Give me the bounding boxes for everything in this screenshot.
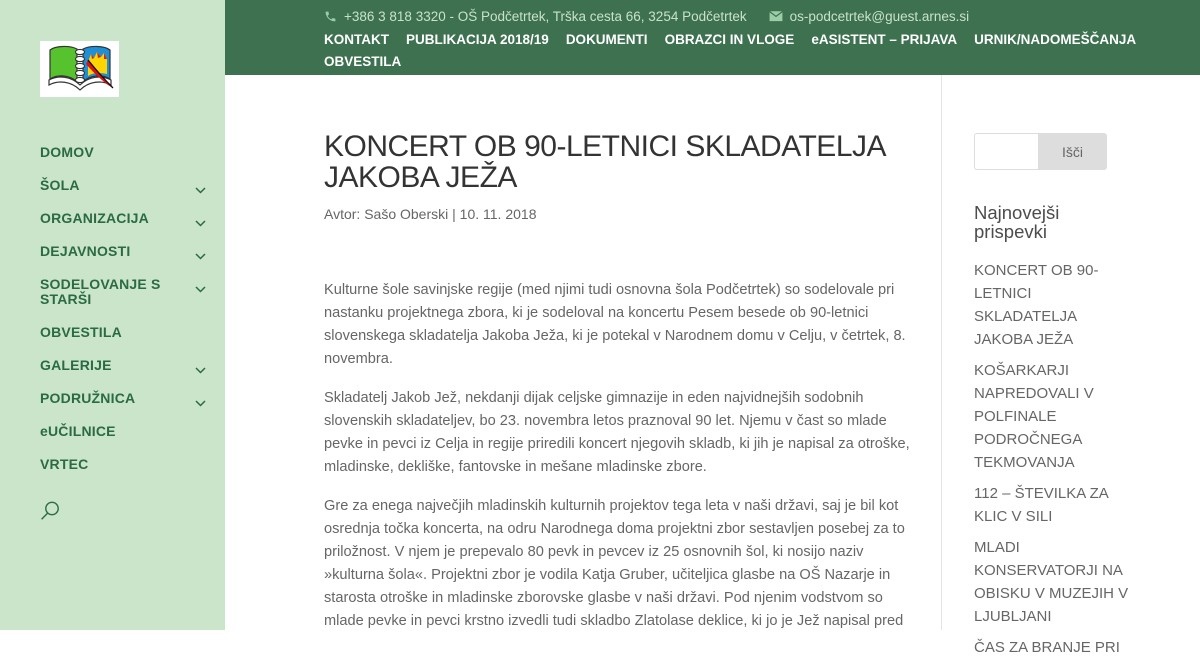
sidebar-menu-item-label: VRTEC <box>40 456 89 472</box>
meta-date: | 10. 11. 2018 <box>448 206 537 222</box>
sidebar-menu-item-label: DOMOV <box>40 144 94 160</box>
sidebar-menu-item-label: ŠOLA <box>40 177 80 193</box>
article-paragraph: Gre za enega največjih mladinskih kulturnih projektov tega leta v naši državi, saj je bil kot osrednja točka koncerta, na odru Narodnega doma projektni zbor sestavljen posebej za to priložnost. V njem je prepevalo 80 pevk in pevcev iz 25 osnovnih šol, ki nosijo naziv »kulturna šola«. Projektni zbor je vodila Katja Gruber, učiteljica glasbe na OŠ Nazarje in starosta otroške in mladinske zborovske glasbe v naši državi. Pod njenim vodstvom so mlade pevke in pevci krstno izvedli tudi skladbo Zlatolase deklice, ki jo je Jež napisal pred <box>324 498 905 629</box>
contact-row <box>324 8 1180 25</box>
article-paragraph: Skladatelj Jakob Jež, nekdanji dijak celjske gimnazije in eden najvidnejših sodobnih slovenskih skladateljev, bo 23. novembra letos praznoval 90 let. Njemu v čast so mlade pevke in pevci iz Celja in regije priredili koncert njegovih skladb, ki jih je napisal za otroške, mladinske, dekliške, fantovske in mešane mladinske zbore. <box>324 390 910 475</box>
top-nav-item-label: KONTAKT <box>324 32 389 47</box>
sidebar-menu-item-label: OBVESTILA <box>40 324 122 340</box>
recent-post-link[interactable]: MLADI KONSERVATORJI NA OBISKU V MUZEJIH V LJUBLJANI <box>974 539 1129 625</box>
logo-book-icon <box>44 44 116 94</box>
phone-icon <box>324 10 337 23</box>
top-nav-item[interactable] <box>324 32 389 47</box>
search-form <box>974 133 1107 170</box>
sidebar-menu-item-label: eUČILNICE <box>40 423 116 439</box>
chevron-down-icon <box>195 281 206 296</box>
sidebar-menu-item[interactable] <box>40 358 206 373</box>
sidebar-menu-item[interactable] <box>40 424 206 439</box>
top-nav-item[interactable] <box>324 54 401 69</box>
article-title-line1: KONCERT OB 90-LETNICI SKLADATELJA <box>324 130 887 163</box>
sidebar-menu-item-label: GALERIJE <box>40 357 112 373</box>
chevron-down-icon <box>195 362 206 377</box>
recent-posts-list <box>974 259 1129 659</box>
recent-post-link[interactable]: KONCERT OB 90-LETNICI SKLADATELJA JAKOBA JEŽA <box>974 262 1099 348</box>
email-icon <box>769 11 783 22</box>
top-nav-item-label: eASISTENT – PRIJAVA <box>811 32 958 47</box>
chevron-down-icon <box>195 395 206 410</box>
top-nav-item[interactable] <box>665 32 795 47</box>
top-nav-item[interactable] <box>974 32 1136 47</box>
sidebar-menu-item-label: PODRUŽNICA <box>40 390 136 406</box>
article-title-line2: JAKOBA JEŽA <box>324 161 517 194</box>
chevron-down-icon <box>195 215 206 230</box>
top-nav-item[interactable] <box>406 32 549 47</box>
top-nav-item-label: PUBLIKACIJA 2018/19 <box>406 32 549 47</box>
sidebar-menu <box>40 145 206 490</box>
top-nav-item[interactable] <box>566 32 648 47</box>
sidebar-menu-item-label: ORGANIZACIJA <box>40 210 149 226</box>
top-nav-item-label: URNIK/NADOMEŠČANJA <box>974 32 1137 47</box>
article-paragraph: Kulturne šole savinjske regije (med njimi tudi osnovna šola Podčetrtek) so sodelovale pri nastanku projektnega zbora, ki je sodeloval na koncertu Pesem besede ob 90-letnici slovenskega skladatelja Jakoba Ježa, ki je potekal v Narodnem domu v Celju, v četrtek, 8. novembra. <box>324 282 906 367</box>
school-logo[interactable] <box>40 41 119 97</box>
left-sidebar <box>0 0 225 630</box>
sidebar-menu-item[interactable] <box>40 244 206 259</box>
top-nav-item-label: OBVESTILA <box>324 54 402 69</box>
email-link[interactable] <box>769 9 970 24</box>
phone-text: +386 3 818 3320 - OŠ Podčetrtek, Trška cesta 66, 3254 Podčetrtek <box>344 9 747 24</box>
phone-link[interactable] <box>324 9 747 24</box>
top-nav-item-label: OBRAZCI IN VLOGE <box>664 32 795 47</box>
sidebar-menu-item[interactable] <box>40 178 206 193</box>
sidebar-menu-item-label: DEJAVNOSTI <box>40 243 131 259</box>
meta-author-label: Avtor: <box>324 206 365 222</box>
email-text: os-podcetrtek@guest.arnes.si <box>789 9 970 24</box>
sidebar-search-icon[interactable] <box>39 500 61 522</box>
top-nav <box>324 32 1180 69</box>
recent-post-link[interactable]: 112 – ŠTEVILKA ZA KLIC V SILI <box>974 485 1108 525</box>
article-body <box>324 279 916 633</box>
author-link[interactable]: Sašo Oberski <box>364 206 449 222</box>
recent-post-link[interactable]: KOŠARKARJI NAPREDOVALI V POLFINALE PODROČNEGA TEKMOVANJA <box>974 362 1094 471</box>
recent-posts-title: Najnovejši prispevki <box>974 202 1060 242</box>
right-sidebar <box>941 75 1200 656</box>
sidebar-menu-item[interactable] <box>40 145 206 160</box>
search-button[interactable]: Išči <box>1038 133 1107 170</box>
sidebar-menu-item-label: SODELOVANJE S STARŠI <box>40 276 161 307</box>
search-input[interactable] <box>974 133 1038 170</box>
chevron-down-icon <box>195 248 206 263</box>
top-bar <box>225 0 1200 75</box>
article-title <box>324 131 913 193</box>
sidebar-menu-item[interactable] <box>40 457 206 472</box>
top-nav-item[interactable] <box>811 32 957 47</box>
sidebar-menu-item[interactable] <box>40 325 206 340</box>
top-nav-item-label: DOKUMENTI <box>565 32 648 47</box>
sidebar-menu-item[interactable] <box>40 391 206 406</box>
chevron-down-icon <box>195 182 206 197</box>
recent-post-link[interactable]: ČAS ZA BRANJE PRI <box>974 639 1120 656</box>
article-main <box>225 75 941 630</box>
sidebar-menu-item[interactable] <box>40 211 206 226</box>
article-meta <box>324 206 913 222</box>
sidebar-menu-item[interactable] <box>40 277 206 307</box>
